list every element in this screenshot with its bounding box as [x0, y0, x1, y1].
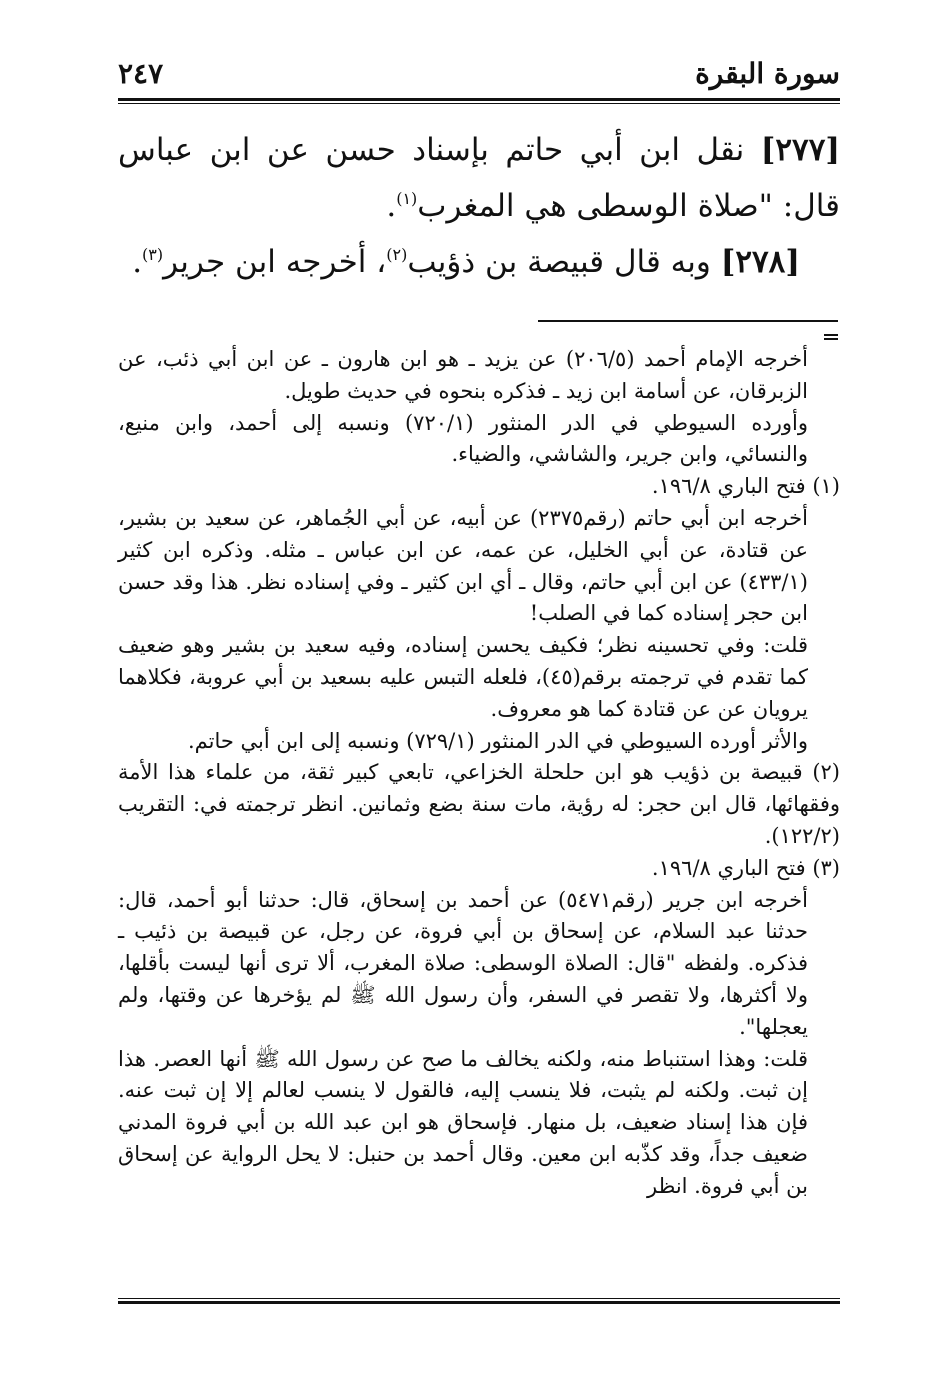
main-text: [118, 122, 840, 290]
footnote-3: (٣) فتح الباري ١٩٦/٨.: [651, 855, 840, 880]
continuation-mark: [824, 334, 838, 340]
footer-divider: [118, 1298, 840, 1304]
footnote-line: أخرجه ابن جرير (رقم٥٤٧١) عن أحمد بن إسحاق، قال: حدثنا أبو أحمد، قال: حدثنا عبد السلام، عن إسحاق بن أبي فروة، عن رجل، عن قبيصة بن ذئيب ـ فذكره. ولفظه "قال: الصلاة الوسطى: صلاة المغرب، ألا ترى أنها ليست بأقلها، ولا أكثرها، ولا تقصر في السفر، وأن رسول الله ﷺ لم يؤخرها عن وقتها، ولم يعجلها".: [118, 887, 809, 1039]
entry-text: وبه قال قبيصة بن ذؤيب: [407, 244, 711, 280]
entry-277: [٢٧٧] نقل ابن أبي حاتم بإسناد حسن عن ابن عباس قال: "صلاة الوسطى هي المغرب$^{(١)}$.: [118, 132, 841, 224]
footnote-ref: (١): [396, 189, 418, 208]
entry-278: [٢٧٨] وبه قال قبيصة بن ذؤيب$^{(٢)}$، أخرجه ابن جرير$^{(٣)}$.: [132, 244, 800, 280]
page-number: ٢٤٧: [118, 57, 164, 90]
footnote-line: أخرجه ابن أبي حاتم (رقم٢٣٧٥) عن أبيه، عن أبي الجُماهر، عن سعيد بن بشير، عن قتادة، عن أبي الخليل، عن عمه، عن ابن عباس ـ مثله. وذكره ابن كثير (٤٣٣/١) عن ابن أبي حاتم، وقال ـ أي ابن كثير ـ وفي إسناده نظر. هذا وقد حسن ابن حجر إسناده كما في الصلب!: [118, 505, 808, 626]
entry-number: [٢٧٧]: [760, 132, 841, 168]
header-divider: [118, 98, 840, 104]
surah-title: سورة البقرة: [695, 57, 840, 90]
page-header: [118, 52, 840, 96]
entry-number: [٢٧٨]: [720, 244, 800, 280]
footnote-line: قلت: وهذا استنباط منه، ولكنه يخالف ما صح عن رسول الله ﷺ أنها العصر. هذا إن ثبت. ولكنه لم يثبت، فلا ينسب إليه، فالقول لا ينسب لعالم إلا إن ثبت عنه. فإن هذا إسناد ضعيف، بل منهار. فإسحاق هو ابن عبد الله بن أبي فروة المدني ضعيف جداً، وقد كذّبه ابن معين. وقال أحمد بن حنبل: لا يحل الرواية عن إسحاق بن أبي فروة. انظر: [118, 1046, 808, 1198]
footnote-1: (١) فتح الباري ١٩٦/٨.: [651, 474, 840, 499]
entry-text: ، أخرجه ابن جرير: [163, 244, 387, 280]
footnote-line: والأثر أورده السيوطي في الدر المنثور (٧٢٩/١) ونسبه إلى ابن أبي حاتم.: [187, 728, 808, 753]
footnote-ref: (٣): [142, 245, 164, 264]
footnote-separator: [538, 320, 838, 322]
footnote-ref: (٢): [386, 245, 408, 264]
footnotes: [118, 344, 840, 1203]
footnote-line: أخرجه الإمام أحمد (٢٠٦/٥) عن يزيد ـ هو ابن هارون ـ عن ابن أبي ذئب، عن الزبرقان، عن أسامة ابن زيد ـ فذكره بنحوه في حديث طويل.: [118, 347, 808, 403]
entry-text: نقل ابن أبي حاتم بإسناد حسن عن ابن عباس قال: "صلاة الوسطى هي المغرب: [118, 132, 840, 224]
footnote-line: وأورده السيوطي في الدر المنثور (٧٢٠/١) ونسبه إلى أحمد، وابن منيع، والنسائي، وابن جرير، والشاشي، والضياء.: [118, 410, 809, 467]
footnote-2: (٢) قبيصة بن ذؤيب هو ابن حلحلة الخزاعي، تابعي كبير ثقة، من علماء هذا الأمة وفقهائها، قال ابن حجر: له رؤية، مات سنة بضع وثمانين. انظر ترجمته في: التقريب (١٢٢/٢).: [118, 760, 840, 848]
footnote-line: قلت: وفي تحسينه نظر؛ فكيف يحسن إسناده، وفيه سعيد بن بشير وهو ضعيف كما تقدم في ترجمته برقم(٤٥)، فلعله التبس عليه بسعيد بن أبي عروبة، فكلاهما يرويان عن عن قتادة كما هو معروف.: [118, 633, 809, 721]
